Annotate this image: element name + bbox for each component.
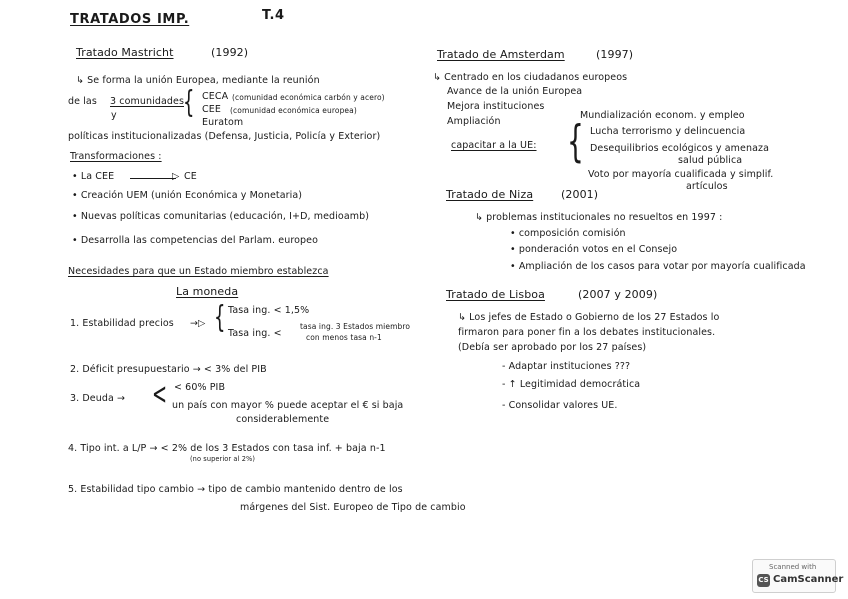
community-ceca: CECA — [202, 91, 229, 102]
lisboa-line-3: (Debía ser aprobado por los 27 países) — [458, 342, 647, 353]
lisboa-line-1: ↳ Los jefes de Estado o Gobierno de los 27 Estados lo — [458, 312, 720, 323]
transformation-policies: • Nuevas políticas comunitarias (educación, I+D, medioamb) — [72, 211, 370, 222]
lisboa-title: Tratado de Lisboa — [446, 288, 545, 301]
niza-line-2: • composición comisión — [510, 228, 626, 239]
amsterdam-cap-3: Desequilibrios ecológicos y amenaza — [590, 143, 769, 154]
community-euratom: Euratom — [202, 117, 244, 128]
badge-name: CamScanner — [773, 574, 844, 585]
need-1-a: Tasa ing. < 1,5% — [228, 305, 310, 316]
lisboa-line-2: firmaron para poner fin a los debates institucionales. — [458, 327, 716, 338]
need-3-a: < 60% PIB — [174, 382, 226, 393]
maastricht-title: Tratado Mastricht — [76, 46, 174, 59]
amsterdam-cap-2: Lucha terrorismo y delincuencia — [590, 126, 746, 137]
amsterdam-line-4: Ampliación — [447, 116, 501, 127]
amsterdam-capacitar: capacitar a la UE: — [451, 140, 537, 151]
community-cee-note: (comunidad económica europea) — [230, 106, 357, 115]
amsterdam-cap-4b: artículos — [686, 181, 728, 192]
badge-caption: Scanned with — [769, 563, 817, 571]
topic-number: T.4 — [262, 8, 285, 23]
need-2: 2. Déficit presupuestario → < 3% del PIB — [70, 364, 267, 375]
needs-subtitle: La moneda — [176, 285, 239, 298]
maastricht-line-1: ↳ Se forma la unión Europea, mediante la reunión — [76, 75, 320, 86]
amsterdam-line-2: Avance de la unión Europea — [447, 86, 583, 97]
need-4-note: (no superior al 2%) — [190, 455, 256, 463]
transformations-title: Transformaciones : — [70, 151, 162, 162]
lisboa-bullet-1: - Adaptar instituciones ??? — [502, 361, 631, 372]
need-3-c: considerablemente — [236, 414, 330, 425]
niza-line-3: • ponderación votos en el Consejo — [510, 244, 678, 255]
need-3-brace: < — [152, 377, 168, 412]
needs-title: Necesidades para que un Estado miembro establezca — [68, 266, 329, 277]
need-5: 5. Estabilidad tipo cambio → tipo de cambio mantenido dentro de los — [68, 484, 403, 495]
amsterdam-cap-4: Voto por mayoría cualificada y simplif. — [588, 169, 774, 180]
lisboa-bullet-3: - Consolidar valores UE. — [502, 400, 618, 411]
niza-line-1: ↳ problemas institucionales no resueltos en 1997 : — [475, 212, 723, 223]
lisboa-bullet-2: - ↑ Legitimidad democrática — [502, 379, 641, 390]
page-title: TRATADOS IMP. — [70, 12, 190, 27]
community-ceca-note: (comunidad económica carbón y acero) — [232, 93, 385, 102]
need-1-c2: con menos tasa n-1 — [306, 333, 382, 342]
three-communities: 3 comunidades — [110, 96, 185, 107]
amsterdam-line-3: Mejora instituciones — [447, 101, 545, 112]
community-cee: CEE — [202, 104, 221, 115]
transformation-uem: • Creación UEM (unión Económica y Monetaria) — [72, 190, 303, 201]
camscanner-logo-icon: CS — [757, 574, 770, 587]
niza-title: Tratado de Niza — [446, 188, 534, 201]
need-4: 4. Tipo int. a L/P → < 2% de los 3 Estados con tasa inf. + baja n-1 — [68, 443, 386, 454]
need-1-brace: { — [214, 300, 226, 335]
camscanner-badge — [752, 559, 844, 593]
need-3-b: un país con mayor % puede aceptar el € si baja — [172, 400, 404, 411]
need-1-b: Tasa ing. < — [228, 328, 282, 339]
arrow-head: ▷ — [172, 171, 180, 182]
maastricht-year: (1992) — [211, 46, 249, 59]
amsterdam-brace: { — [567, 116, 584, 167]
need-1: 1. Estabilidad precios — [70, 318, 174, 329]
need-5-b: márgenes del Sist. Europeo de Tipo de cambio — [240, 502, 466, 513]
niza-year: (2001) — [561, 188, 599, 201]
amsterdam-line-1: ↳ Centrado en los ciudadanos europeos — [433, 72, 628, 83]
lisboa-year: (2007 y 2009) — [578, 288, 658, 301]
communities-brace: { — [183, 85, 195, 120]
amsterdam-title: Tratado de Amsterdam — [437, 48, 565, 61]
maastricht-y: y — [111, 110, 117, 121]
transformation-parliament: • Desarrolla las competencias del Parlam. europeo — [72, 235, 319, 246]
amsterdam-cap-1: Mundialización econom. y empleo — [580, 110, 745, 121]
maastricht-line-3: políticas institucionalizadas (Defensa, Justicia, Policía y Exterior) — [68, 131, 381, 142]
amsterdam-year: (1997) — [596, 48, 634, 61]
need-3: 3. Deuda → — [70, 393, 126, 404]
need-1-c1: tasa ing. 3 Estados miembro — [300, 322, 411, 331]
transformation-cee: • La CEE — [72, 171, 115, 182]
maastricht-line-2a: de las — [68, 96, 97, 107]
niza-line-4: • Ampliación de los casos para votar por mayoría cualificada — [510, 261, 806, 272]
amsterdam-cap-3b: salud pública — [678, 155, 743, 166]
transformation-ce: CE — [184, 171, 197, 182]
need-1-arrow: →▷ — [190, 318, 206, 329]
arrow-line — [130, 178, 176, 179]
